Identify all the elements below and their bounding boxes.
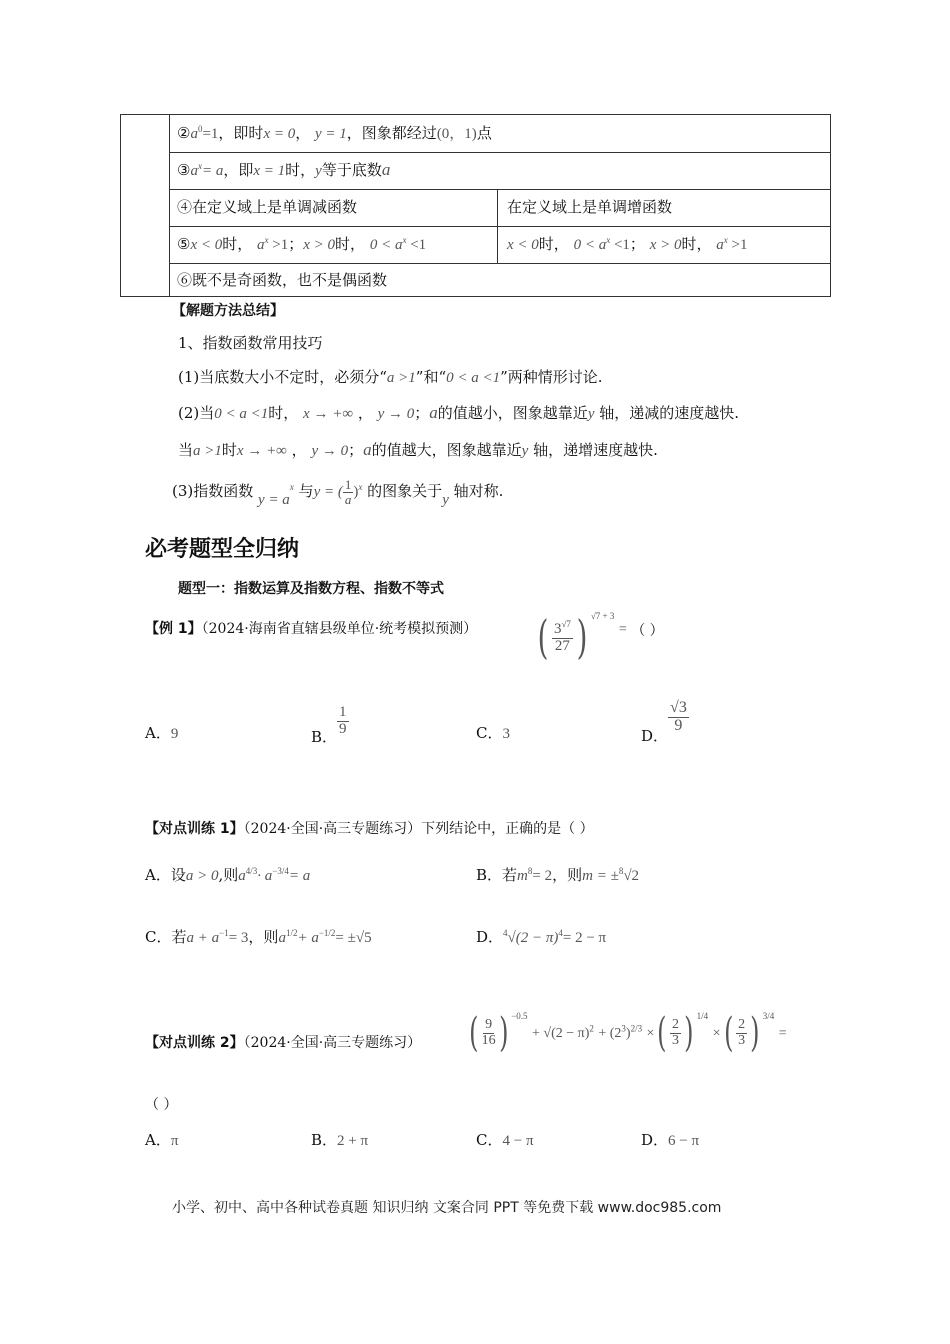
fraction-denominator: 27 [554, 637, 570, 654]
math-y: y [587, 406, 595, 422]
option-text: 若 [171, 928, 187, 946]
row-text: ，图象都经过 [346, 124, 437, 142]
text: 时， [268, 404, 299, 422]
example-label: 【例 1】 [145, 621, 202, 637]
math-cond: x > 0 [649, 237, 682, 253]
option-value: 9 [170, 726, 179, 742]
row-text: ， [295, 124, 311, 142]
text: (1)当底数大小不定时，必须分“ [178, 368, 387, 386]
text: 轴，递减的速度越快. [599, 404, 740, 422]
training-label: 【对点训练 2】 [145, 1035, 244, 1051]
table-divider-left [169, 115, 170, 296]
left-paren: ( [537, 610, 549, 664]
option-label: B． [476, 866, 503, 884]
math-point: (0，1) [436, 126, 477, 142]
math-expr: ) [353, 484, 359, 501]
training-source: （2024·全国·高三专题练习）下列结论中，正确的是（ ） [243, 821, 594, 837]
base: 3 [553, 620, 562, 637]
math-expr: + (2 [598, 1026, 622, 1041]
fraction-numerator: 1 [339, 704, 347, 720]
math-cond: x < 0 [507, 237, 539, 253]
option-label: C． [476, 724, 503, 742]
math-expr: a > 0 [185, 868, 219, 884]
row-text: 时， [335, 235, 366, 253]
table-row-3-right: 在定义域上是单调增函数 [507, 198, 673, 216]
fraction-denominator: 16 [481, 1032, 496, 1048]
math-expr: a [716, 237, 724, 253]
math-expr: y = ( [313, 484, 343, 501]
training-2-blank: （ ） [145, 1097, 178, 1113]
option-label: A． [145, 1131, 171, 1149]
option-value: π [170, 1133, 179, 1149]
math-expr: = ±√5 [335, 930, 372, 946]
fraction-numerator: √3 [670, 699, 687, 716]
math-y: y [442, 492, 449, 509]
option-value: 2 + π [337, 1133, 369, 1149]
fraction-denominator: 3 [672, 1032, 680, 1048]
fraction-numerator: 1 [344, 477, 352, 492]
training-2-option-d[interactable] [641, 1129, 699, 1150]
summary-line-3 [178, 439, 658, 460]
training-1-option-d[interactable] [476, 926, 606, 947]
fraction [668, 700, 689, 735]
math-expr: >1 [268, 237, 289, 253]
page-footer: 小学、初中、高中各种试卷真题 知识归纳 文案合同 PPT 等免费下载 www.doc985.com [172, 1200, 722, 1216]
table-row-line-3 [169, 226, 830, 227]
option-label: D． [641, 727, 669, 746]
math-expr: y → 0 [311, 443, 349, 459]
math-exponent: x [723, 235, 728, 245]
text: (3)指数函数 [172, 482, 254, 501]
math-expr: × [712, 1026, 721, 1041]
summary-line-4 [172, 477, 504, 509]
row-text: 时， [681, 235, 712, 253]
table-row-line-1 [169, 152, 830, 153]
root-index: 8 [618, 866, 624, 876]
text: 的值越小，图象越靠近 [437, 404, 588, 422]
math-exponent: 3/4 [762, 1011, 775, 1021]
text: 的值越大，图象越靠近 [371, 441, 522, 459]
training-2-option-c[interactable] [476, 1129, 534, 1150]
math-y: y [521, 443, 529, 459]
option-text: 设 [170, 866, 186, 884]
row-text: 时， [538, 235, 569, 253]
table-row-5: ⑥既不是奇函数，也不是偶函数 [177, 271, 388, 289]
table-row-line-4 [169, 263, 830, 264]
text: 轴，递增速度越快. [533, 441, 658, 459]
row-text: 时， [285, 161, 316, 179]
option-label: C． [476, 1131, 503, 1149]
option-text: ，则 [552, 866, 583, 884]
math-exponent: x [606, 235, 611, 245]
math-exponent: −1 [219, 928, 229, 938]
circled-number: ③ [177, 161, 191, 179]
circled-number: ② [177, 124, 191, 142]
right-paren: ) [750, 1010, 760, 1056]
option-label: B． [311, 1131, 338, 1149]
text: ”两种情形讨论. [500, 368, 603, 386]
math-expr: √2 [623, 868, 640, 884]
text: ； [414, 404, 430, 422]
option-text: ，则 [248, 928, 279, 946]
text: 当 [178, 441, 194, 459]
fraction [552, 620, 573, 655]
fraction-denominator: 9 [339, 720, 347, 737]
math-a: a [363, 440, 372, 459]
math-expr: y = a [258, 492, 290, 509]
example-1-option-b[interactable] [311, 704, 349, 747]
fraction-numerator: 2 [738, 1016, 746, 1032]
math-x-eq: x = 1 [253, 163, 286, 179]
option-value: 6 − π [668, 1133, 700, 1149]
math-exponent: x [264, 235, 269, 245]
math-expr: = a [288, 868, 311, 884]
text: 轴对称. [453, 482, 504, 501]
right-paren: ) [576, 610, 588, 664]
math-a: a [381, 160, 391, 179]
math-cond: x < 0 [190, 237, 223, 253]
math-exponent: −1/2 [318, 928, 336, 938]
text: ， [357, 404, 373, 422]
table-row-4-left [177, 233, 426, 254]
math-expr: = 2 − π [562, 930, 607, 946]
text: ”和“ [415, 368, 447, 386]
option-label: D． [476, 928, 504, 946]
fraction-numerator: 9 [485, 1016, 493, 1032]
math-expr: 0 < a <1 [214, 406, 269, 422]
math-expr: · a [257, 868, 273, 884]
math-y: y [315, 163, 322, 179]
text: (2)当 [178, 404, 215, 422]
math-exponent: 1/4 [696, 1011, 709, 1021]
training-2-expression [466, 1010, 787, 1056]
math-expr: a [278, 930, 286, 946]
math-expr: y → 0 [377, 406, 415, 422]
option-label: A． [145, 866, 171, 884]
left-paren: ( [469, 1010, 479, 1056]
math-exponent: 8 [527, 866, 533, 876]
math-exponent: −3/4 [272, 866, 289, 876]
right-paren: ) [684, 1010, 694, 1056]
math-expr: a + a [186, 930, 220, 946]
equals: = [778, 1026, 787, 1041]
text: 的图象关于 [367, 482, 443, 501]
math-expr: >1 [727, 237, 748, 253]
training-1-option-b[interactable] [476, 864, 639, 885]
math-a: a [190, 163, 198, 179]
table-row-2 [177, 159, 390, 180]
properties-table [120, 114, 831, 297]
training-label: 【对点训练 1】 [145, 821, 244, 837]
math-expr: a [238, 868, 246, 884]
row-text: ，即时 [218, 124, 264, 142]
math-expr: a >1 [193, 443, 222, 459]
fraction-numerator [552, 620, 573, 639]
summary-heading: 【解题方法总结】 [172, 303, 284, 319]
row-text: ； [629, 235, 645, 253]
training-2-option-a[interactable] [145, 1129, 178, 1150]
outer-exponent: √7 + 3 [590, 611, 615, 621]
math-exponent: 1/2 [285, 928, 298, 938]
example-1-option-c[interactable] [476, 722, 510, 743]
table-row-line-2 [169, 189, 830, 190]
summary-item-1: 1、指数函数常用技巧 [178, 334, 323, 352]
option-label: B． [311, 728, 338, 747]
math-exponent: x [402, 235, 407, 245]
equals: = [618, 622, 627, 637]
training-2-option-b[interactable] [311, 1129, 368, 1150]
fraction-numerator: 2 [672, 1016, 680, 1032]
fraction-denominator: 3 [738, 1032, 746, 1048]
text: 时 [221, 441, 237, 459]
math-a: a [190, 126, 198, 142]
math-expr: × [646, 1026, 655, 1041]
left-paren: ( [657, 1010, 667, 1056]
math-expr: 0 < a [369, 237, 403, 253]
fraction [337, 705, 349, 738]
training-2-question [145, 1032, 421, 1052]
math-expr: √(2 − π) [507, 930, 559, 946]
math-exponent: 0 [197, 124, 203, 134]
math-x-eq: x = 0 [263, 126, 296, 142]
fraction-1-over-a [343, 478, 354, 506]
math-a: a [429, 403, 438, 422]
circled-number: ⑤ [177, 235, 191, 253]
math-expr: = 2 [532, 868, 553, 884]
fraction [670, 1018, 681, 1048]
question-type-title: 题型一：指数运算及指数方程、指数不等式 [178, 581, 444, 597]
text: ， [291, 441, 307, 459]
math-expr: + √(2 − π) [532, 1026, 590, 1041]
text: 与 [298, 482, 314, 501]
training-1-option-a[interactable] [145, 864, 310, 885]
option-text: ,则 [218, 866, 239, 884]
option-value: 3 [502, 726, 510, 742]
fraction [482, 1018, 496, 1048]
root-index: 4 [503, 928, 508, 938]
math-exponent: x [289, 482, 294, 493]
right-paren: ) [498, 1010, 509, 1056]
math-expr: + a [297, 930, 319, 946]
math-expr: 0 < a [573, 237, 607, 253]
math-expr: <1 [406, 237, 427, 253]
option-label: D． [641, 1131, 669, 1149]
math-expr: m [517, 868, 528, 884]
math-y-eq: y = 1 [315, 126, 347, 142]
option-value: 4 − π [502, 1133, 534, 1149]
example-1-expression [534, 610, 664, 664]
math-exponent: 4 [558, 928, 563, 938]
row-text: ，即 [223, 161, 254, 179]
math-eq: =1 [202, 126, 219, 142]
math-cond: x > 0 [303, 237, 336, 253]
math-exponent: 3 [621, 1023, 626, 1034]
example-1-option-a[interactable] [145, 722, 178, 743]
fraction [736, 1018, 747, 1048]
option-text: 若 [502, 866, 518, 884]
answer-blank: （ ） [631, 623, 664, 639]
math-expr: a [257, 237, 265, 253]
math-expr: = 3 [228, 930, 249, 946]
example-source: （2024·海南省直辖县级单位·统考模拟预测） [201, 621, 478, 637]
math-exponent: −0.5 [511, 1011, 528, 1021]
math-eq: = a [201, 163, 224, 179]
training-1-question [145, 818, 594, 838]
option-label: C． [145, 928, 172, 946]
row-text: 时， [222, 235, 253, 253]
summary-line-1 [178, 366, 603, 387]
row-text: ； [288, 235, 304, 253]
math-expr: m = ± [582, 868, 619, 884]
row-text: 等于底数 [321, 161, 382, 179]
summary-line-2 [178, 402, 739, 423]
training-source: （2024·全国·高三专题练习） [243, 1035, 422, 1051]
math-expr: a >1 [386, 370, 416, 386]
table-row-3-left: ④在定义域上是单调减函数 [177, 198, 358, 216]
fraction-denominator: a [344, 491, 352, 507]
math-exponent: x [197, 161, 202, 171]
math-exponent: 2 [589, 1023, 594, 1034]
table-row-1 [177, 122, 492, 143]
table-row-4-right [507, 233, 748, 254]
fraction-denominator: 9 [674, 716, 683, 734]
exponent: √7 [561, 618, 571, 629]
section-title: 必考题型全归纳 [145, 537, 300, 562]
training-1-option-c[interactable] [145, 926, 372, 947]
math-expr: x → +∞ [236, 443, 287, 459]
math-expr: x → +∞ [303, 406, 354, 422]
text: ； [348, 441, 364, 459]
math-exponent: x [358, 482, 363, 493]
math-expr: 0 < a <1 [446, 370, 501, 386]
row-text: 点 [476, 124, 492, 142]
math-exponent: 2/3 [630, 1023, 643, 1034]
math-exponent: 4/3 [245, 866, 258, 876]
example-1-question [145, 618, 477, 638]
math-expr: ) [625, 1026, 631, 1041]
example-1-option-d[interactable] [641, 699, 689, 746]
math-expr: <1 [610, 237, 630, 253]
option-label: A． [145, 724, 171, 742]
left-paren: ( [723, 1010, 734, 1056]
